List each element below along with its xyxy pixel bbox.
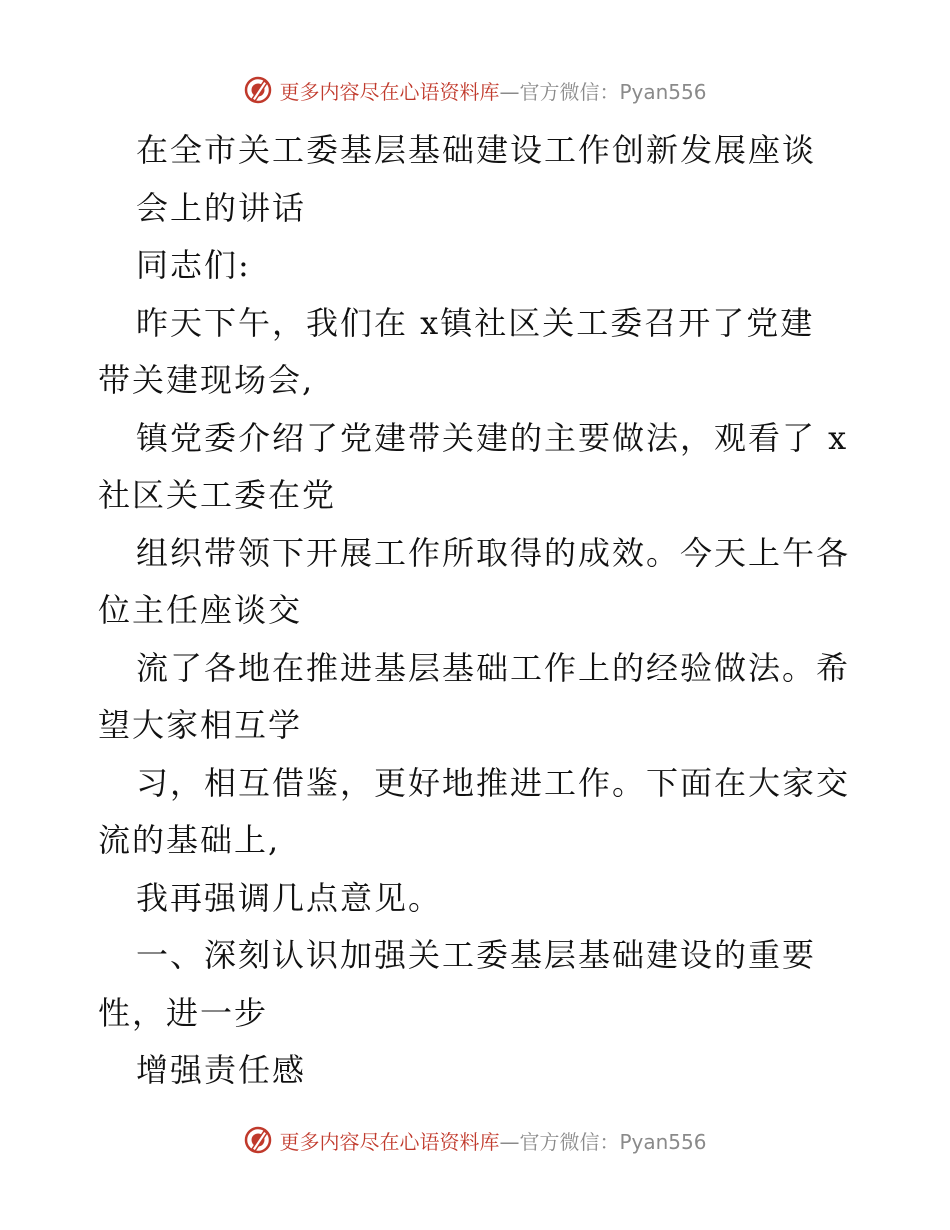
watermark-sub-text: —官方微信：Pyan556 [499,79,707,104]
watermark-banner-top [0,70,950,110]
text-line: 带关建现场会, [98,361,315,399]
watermark-main-text: 更多内容尽在心语资料库 [279,79,500,104]
text-line: 在全市关工委基层基础建设工作创新发展座谈 [136,131,817,169]
text-line: 组织带领下开展工作所取得的成效。今天上午各 [136,533,851,572]
text-line: 望大家相互学 [98,706,303,744]
text-line: 同志们: [136,246,251,284]
text-line: 昨天下午，我们在 x镇社区关工委召开了党建 [136,303,815,342]
watermark-sub-text: —官方微信：Pyan556 [499,1129,707,1154]
watermark-text [279,76,706,105]
text-line: 流了各地在推进基层基础工作上的经验做法。希 [136,648,851,687]
text-line: 性，进一步 [98,993,269,1032]
document-body [98,122,858,1100]
text-line: 镇党委介绍了党建带关建的主要做法，观看了 x [136,418,849,457]
text-line: 增强责任感 [136,1051,307,1089]
text-line: 流的基础上, [98,821,281,859]
text-line: 会上的讲话 [136,188,307,227]
pen-logo-icon [243,1125,273,1155]
text-line: 社区关工委在党 [98,476,337,514]
text-line: 位主任座谈交 [98,591,303,629]
watermark-main-text: 更多内容尽在心语资料库 [279,1129,500,1154]
watermark-text [279,1126,706,1155]
text-line: 我再强调几点意见。 [136,878,443,917]
pen-logo-icon [243,75,273,105]
text-line: 习，相互借鉴，更好地推进工作。下面在大家交 [136,763,851,802]
watermark-banner-bottom [0,1120,950,1160]
text-line: 一、深刻认识加强关工委基层基础建设的重要 [136,936,817,974]
